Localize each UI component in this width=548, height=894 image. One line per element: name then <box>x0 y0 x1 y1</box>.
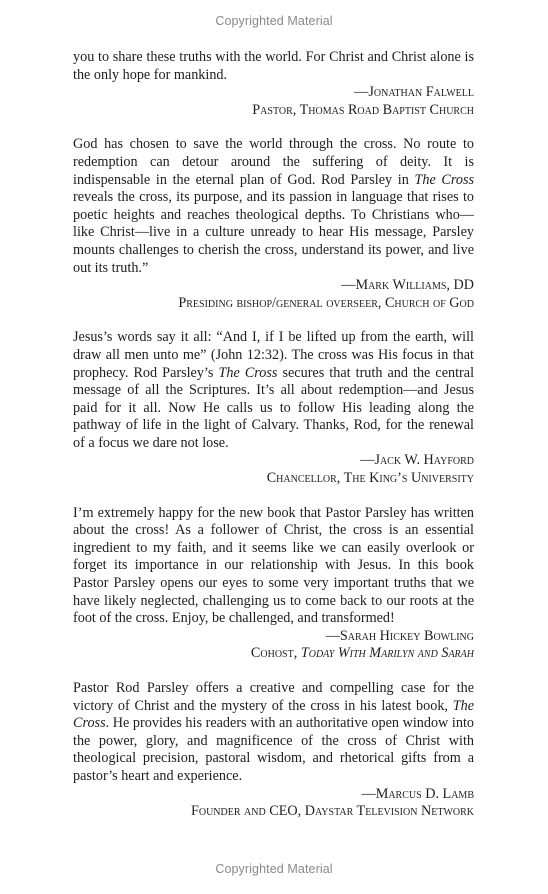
endorsement-text: you to share these truths with the world. For Christ and Christ alone is the only hope for mankind. <box>73 49 474 83</box>
endorser-title: Cohost, Today With Marilyn and Sarah <box>250 645 474 662</box>
endorsement-text: God has chosen to save the world through the cross. No route to redemption can detour around the suffering of deity. It is indispensable in the eternal plan of God. Rod Parsley in The Cross reveals the cross, its purpose, and its passion in language that rises to poetic heights and reaches theological depths. To Christians who—like Christ—live in a culture unready to hear His message, Parsley mounts challenges to cherish the cross, understand its power, and live out its truth.” <box>73 136 475 276</box>
endorsement-williams <box>73 136 474 312</box>
endorser-title: Chancellor, The King’s University <box>266 470 474 487</box>
endorsement-hayford <box>73 329 474 487</box>
endorsement-text: Jesus’s words say it all: “And I, if I be lifted up from the earth, will draw all men unto me” (John 12:32). The cross was His focus in that prophecy. Rod Parsley’s The Cross secures that truth and the central message of all the Scriptures. It’s all about redemption—and Jesus paid for it all. Now He calls us to follow His leading along the pathway of life in the light of Calvary. Thanks, Rod, for the renewal of a focus we dare not lose. <box>73 329 475 451</box>
endorsements-page <box>73 49 474 821</box>
endorser-name: —Marcus D. Lamb <box>361 785 474 802</box>
endorser-title: Pastor, Thomas Road Baptist Church <box>252 101 474 118</box>
endorsement-text: Pastor Rod Parsley offers a creative and compelling case for the victory of Christ and the mystery of the cross in his latest book, The Cross. He provides his readers with an authoritative open window into the power, glory, and magnificence of the cross of Christ with theological precision, pastoral wisdom, and rhetorical gifts from a pastor’s heart and experience. <box>73 680 474 784</box>
book-title: The Cross <box>414 171 475 188</box>
endorser-title: Founder and CEO, Daystar Television Network <box>190 803 474 820</box>
endorser-title: Presiding bishop/general overseer, Church of God <box>178 294 474 311</box>
book-title: The Cross <box>73 697 474 732</box>
endorser-name: —Mark Williams, DD <box>341 277 474 294</box>
endorsement-falwell <box>73 49 474 119</box>
endorser-name: —Jack W. Hayford <box>360 452 474 469</box>
endorsement-bowling <box>73 505 474 663</box>
endorsement-lamb <box>73 680 474 821</box>
endorsement-text: I’m extremely happy for the new book that Pastor Parsley has written about the cross! As a follower of Christ, the cross is an essential ingredient to my faith, and it seems like we can easily overlook or forget its importance in our relationship with Jesus. In this book Pastor Parsley opens our eyes to some very important truths that we have likely neglected, challenging us to come back to our roots at the foot of the cross. Enjoy, be challenged, and transformed! <box>73 504 474 627</box>
copyright-watermark-top: Copyrighted Material <box>215 14 333 28</box>
copyright-watermark-bottom: Copyrighted Material <box>215 862 333 876</box>
endorser-name: —Sarah Hickey Bowling <box>325 627 474 644</box>
show-title: Today With Marilyn and Sarah <box>300 645 474 662</box>
endorser-name: —Jonathan Falwell <box>354 84 474 101</box>
book-title: The Cross <box>218 364 278 381</box>
